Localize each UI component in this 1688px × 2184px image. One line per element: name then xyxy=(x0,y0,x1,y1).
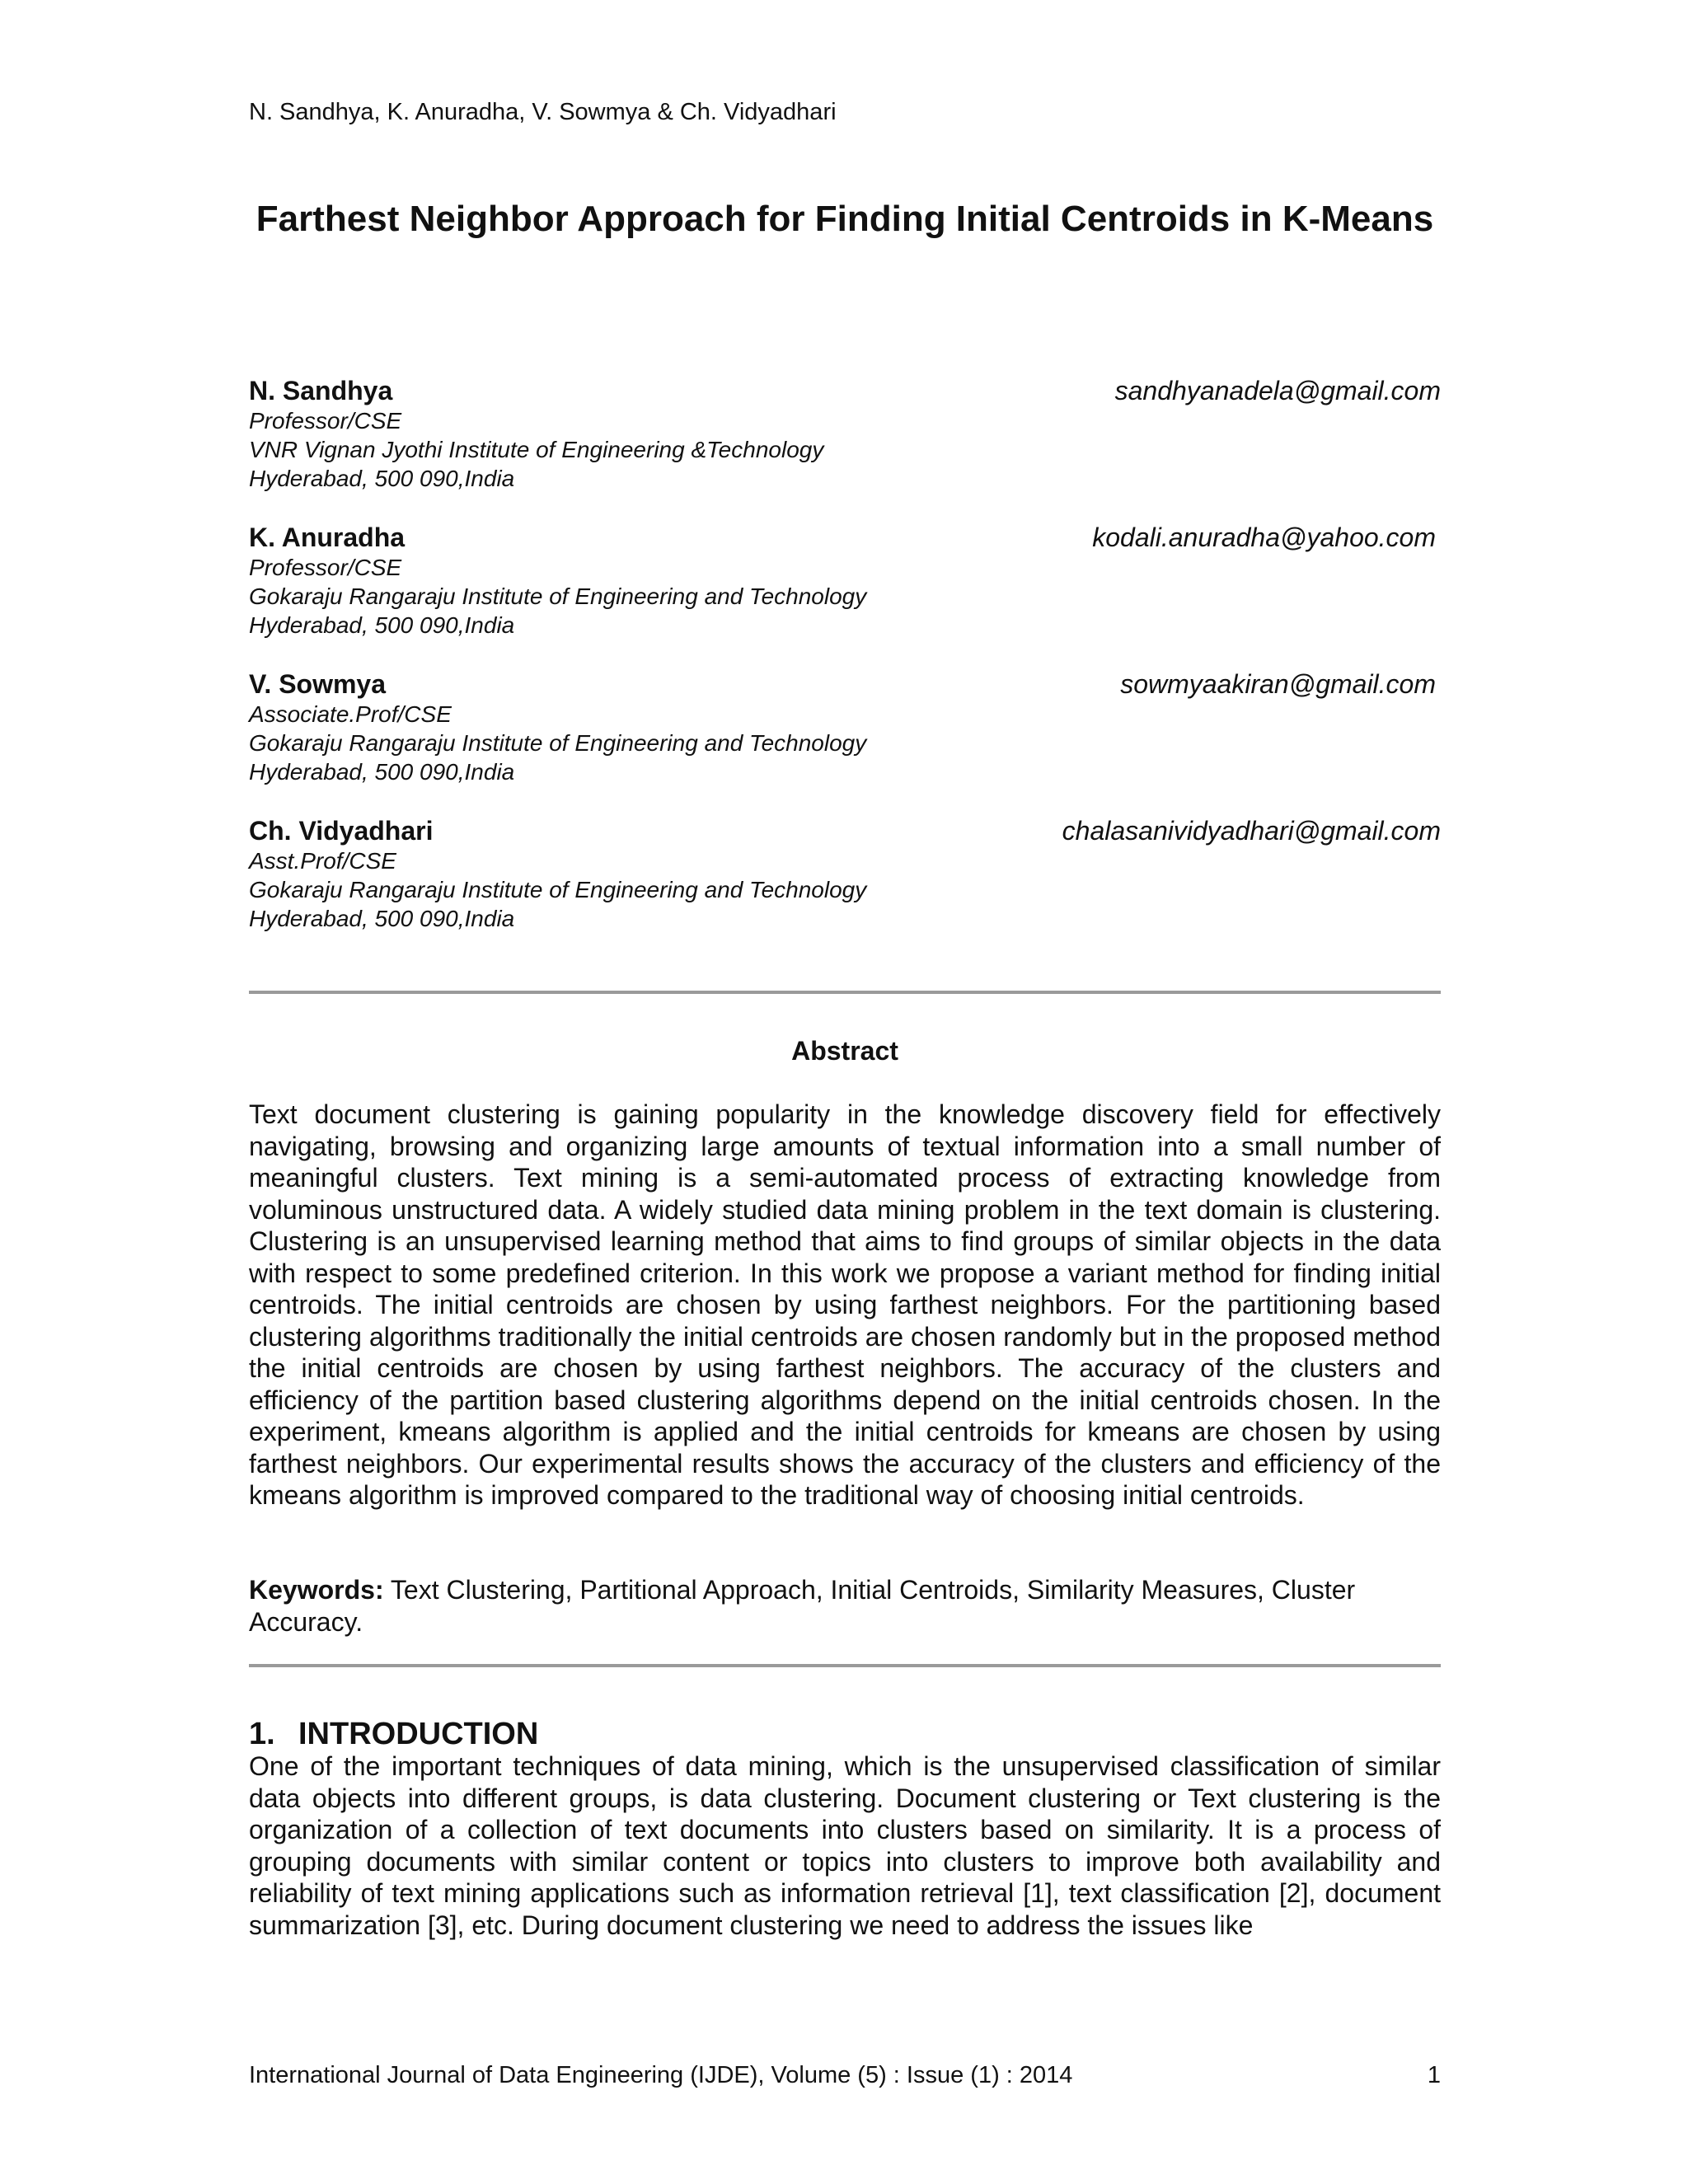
abstract-text: Text document clustering is gaining popularity in the knowledge discovery field for effectively navigating, browsing and organizing large amounts of textual information into a small number of meaningful clusters. Text mining is a semi-automated process of extracting knowledge from voluminous unstructured data. A widely studied data mining problem in the text domain is clustering. Clustering is an unsupervised learning method that aims to find groups of similar objects in the data with respect to some predefined criterion. In this work we propose a variant method for finding initial centroids. The initial centroids are chosen by using farthest neighbors. For the partitioning based clustering algorithms traditionally the initial centroids are chosen randomly but in the proposed method the initial centroids are chosen by using farthest neighbors. The accuracy of the clusters and efficiency of the partition based clustering algorithms depend on the initial centroids chosen. In the experiment, kmeans algorithm is applied and the initial centroids for kmeans are chosen by using farthest neighbors. Our experimental results shows the accuracy of the clusters and efficiency of the kmeans algorithm is improved compared to the traditional way of choosing initial centroids. xyxy=(249,1099,1441,1510)
page-footer xyxy=(249,2060,1441,2090)
author-position: Professor/CSE xyxy=(249,408,402,434)
author-address: Hyderabad, 500 090,India xyxy=(249,759,515,785)
author-name: Ch. Vidyadhari xyxy=(249,816,434,846)
author-block xyxy=(249,375,1441,522)
paper-title: Farthest Neighbor Approach for Finding Initial Centroids in K-Means xyxy=(256,199,1434,239)
section-title: INTRODUCTION xyxy=(298,1717,539,1751)
author-email: chalasanividyadhari@gmail.com xyxy=(1062,816,1441,846)
author-institute: Gokaraju Rangaraju Institute of Engineering and Technology xyxy=(249,730,867,756)
author-block xyxy=(249,815,1441,962)
section-number: 1. xyxy=(249,1717,275,1751)
author-address: Hyderabad, 500 090,India xyxy=(249,906,515,931)
section-heading xyxy=(249,1716,538,1752)
author-institute: Gokaraju Rangaraju Institute of Engineering and Technology xyxy=(249,877,867,902)
author-block xyxy=(249,668,1441,815)
running-head: N. Sandhya, K. Anuradha, V. Sowmya & Ch. Vidyadhari xyxy=(249,99,837,125)
section-divider xyxy=(249,991,1441,994)
author-address: Hyderabad, 500 090,India xyxy=(249,466,515,491)
author-email: sowmyaakiran@gmail.com xyxy=(1120,669,1436,699)
author-block xyxy=(249,522,1441,668)
author-name: N. Sandhya xyxy=(249,376,393,405)
author-email: sandhyanadela@gmail.com xyxy=(1114,376,1441,405)
keywords-text: Text Clustering, Partitional Approach, Initial Centroids, Similarity Measures, Cluster Accuracy. xyxy=(249,1575,1356,1637)
author-list xyxy=(249,375,1441,962)
author-position: Professor/CSE xyxy=(249,555,402,580)
keywords xyxy=(249,1574,1441,1638)
page-number: 1 xyxy=(1427,2062,1441,2088)
keywords-label: Keywords: xyxy=(249,1575,384,1605)
author-name: K. Anuradha xyxy=(249,523,406,552)
abstract-heading: Abstract xyxy=(791,1036,898,1066)
author-email: kodali.anuradha@yahoo.com xyxy=(1092,523,1436,552)
section-divider xyxy=(249,1664,1441,1667)
author-name: V. Sowmya xyxy=(249,669,387,699)
journal-citation: International Journal of Data Engineering (IJDE), Volume (5) : Issue (1) : 2014 xyxy=(249,2062,1073,2088)
author-position: Associate.Prof/CSE xyxy=(249,701,452,727)
author-address: Hyderabad, 500 090,India xyxy=(249,612,515,638)
author-institute: VNR Vignan Jyothi Institute of Engineering &Technology xyxy=(249,437,824,462)
author-position: Asst.Prof/CSE xyxy=(249,848,396,874)
introduction-text: One of the important techniques of data mining, which is the unsupervised classification of similar data objects into different groups, is data clustering. Document clustering or Text clustering is the organization of a collection of text documents into clusters based on similarity. It is a process of grouping documents with similar content or topics into clusters to improve both availability and reliability of text mining applications such as information retrieval [1], text classification [2], document summarization [3], etc. During document clustering we need to address the issues like xyxy=(249,1751,1441,1940)
author-institute: Gokaraju Rangaraju Institute of Engineering and Technology xyxy=(249,583,867,609)
